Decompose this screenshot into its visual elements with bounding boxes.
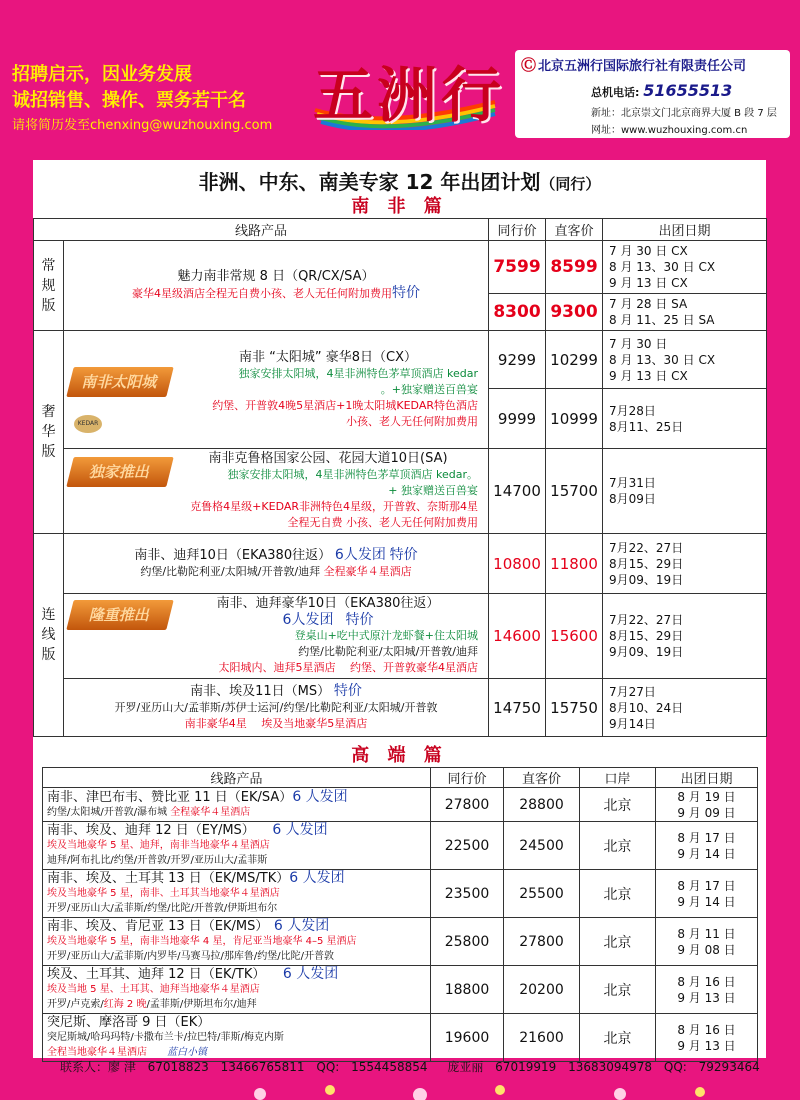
date-item: 8 月 17 日 [677, 830, 736, 845]
peer-price: 10800 [489, 534, 546, 594]
peer-price: 23500 [431, 870, 504, 918]
departure-dates [603, 594, 767, 679]
peer-price: 18800 [431, 966, 504, 1014]
product-name-line [47, 871, 426, 886]
qq-number: 79293464 [698, 1060, 760, 1074]
direct-price: 15600 [546, 594, 603, 679]
product-name: 南非、埃及、土耳其 13 日（EK/MS/TK） [47, 871, 290, 886]
promo-banner-art: 隆重推出 [66, 600, 173, 630]
south-africa-table [33, 218, 767, 737]
date-item: 8 月 11 日 [677, 926, 736, 941]
page-header [0, 0, 800, 150]
contact-phone: 67018823 [147, 1060, 209, 1074]
date-item: 8 月 16 日 [677, 1022, 736, 1037]
product-hotel: 埃及当地豪华 5 星，南非当地豪华 4 星，肯尼亚当地豪华 4–5 星酒店 [47, 936, 357, 947]
product-note: 约堡、开普敦4晚5星酒店+1晚太阳城KEDAR特色酒店 [212, 398, 479, 412]
high-end-section-title: 高 端 篇 [351, 745, 448, 766]
peer-price: 7599 [489, 241, 546, 294]
table-row [43, 822, 758, 870]
peer-price: 25800 [431, 918, 504, 966]
contact-bar [60, 1058, 790, 1078]
departure-port: 北京 [580, 918, 656, 966]
table-row [43, 966, 758, 1014]
date-item: 7 月 30 日 [609, 336, 668, 351]
departure-dates [603, 679, 767, 737]
company-website[interactable] [591, 121, 784, 136]
phone-number: 51655513 [643, 81, 733, 100]
peer-price: 8300 [489, 294, 546, 331]
departure-port: 北京 [580, 870, 656, 918]
recruitment-notice [12, 62, 312, 136]
group-size-tag: 6 人发团 [272, 822, 328, 838]
kedar-logo: KEDAR [74, 415, 102, 433]
group-size-tag: 6 人发团 [289, 870, 345, 886]
peer-price: 14750 [489, 679, 546, 737]
product-luxury-2 [64, 449, 489, 534]
high-end-table [42, 767, 758, 1062]
product-combo-1 [64, 534, 489, 594]
product-route: 开罗/卢克索/ [47, 999, 104, 1010]
departure-dates [656, 822, 758, 870]
date-item: 9 月 14 日 [677, 846, 736, 861]
date-item: 7月22、27日 [609, 540, 684, 555]
qq-label: QQ: [316, 1060, 340, 1074]
product-extra: 登桌山+吃中式原汁龙虾餐+住太阳城 [294, 629, 479, 642]
date-item: 7 月 28 日 SA [609, 297, 688, 311]
phone-label: 总机电话: [591, 86, 640, 99]
company-info [515, 50, 790, 138]
qq-label: QQ: [663, 1060, 687, 1074]
product-note: 克鲁格4星级+KEDAR非洲特色4星级，开普敦、奈斯那4星 [190, 500, 479, 513]
date-item: 9 月 13 日 [677, 1038, 736, 1053]
product-note: + 独家赠送百兽宴 [388, 484, 479, 497]
product-hotel: 全程豪华４星酒店 [323, 565, 412, 578]
special-price-tag: 特价 [389, 547, 418, 563]
peer-price: 14600 [489, 594, 546, 679]
product-route: 约堡/比勒陀利亚/太阳城/开普敦/迪拜 [298, 645, 479, 658]
direct-price: 10299 [546, 331, 603, 389]
date-item: 9月14日 [609, 716, 656, 731]
logo-text: 五洲行 [313, 61, 505, 131]
company-name-text: 北京五洲行国际旅行社有限责任公司 [538, 59, 747, 74]
peer-price: 19600 [431, 1014, 504, 1062]
product-name-line [47, 790, 426, 805]
south-africa-section-title: 南 非 篇 [351, 196, 448, 217]
company-mark-icon: Ⓒ [521, 56, 537, 74]
product-name: 南非、埃及、迪拜 12 日（EY/MS） [47, 823, 249, 838]
date-item: 9月09、19日 [609, 572, 684, 587]
product-detail-line [47, 805, 426, 820]
product-route: 约堡/比勒陀利亚/太阳城/开普敦/迪拜 [140, 565, 321, 578]
departure-dates [603, 331, 767, 389]
table-header-row [43, 768, 758, 788]
group-label-luxury: 奢华版 [34, 331, 64, 534]
qq-number: 1554458854 [351, 1060, 428, 1074]
col-header-dates: 出团日期 [603, 219, 767, 241]
table-row [34, 449, 767, 534]
company-phone [591, 81, 784, 100]
website-label: 网址： [591, 125, 621, 136]
peer-price: 27800 [431, 788, 504, 822]
product-note-text: 豪华4星级酒店全程无自费小孩、老人无任何附加费用 [132, 287, 392, 300]
product-route: /孟菲斯/伊斯坦布尔/迪拜 [146, 999, 257, 1010]
product-hotel: 埃及当地 5 星、土耳其、迪拜当地豪华４星酒店 [47, 984, 260, 995]
table-row [43, 1014, 758, 1062]
direct-price: 10999 [546, 389, 603, 449]
direct-price: 20200 [504, 966, 580, 1014]
col-header-peer-price: 同行价 [489, 219, 546, 241]
col-header-port: 口岸 [580, 768, 656, 788]
product-tags [178, 612, 478, 628]
website-url[interactable]: www.wuzhouxing.com.cn [621, 125, 748, 136]
departure-port: 北京 [580, 788, 656, 822]
direct-price: 11800 [546, 534, 603, 594]
table-row [43, 918, 758, 966]
group-size-tag: 6 人发团 [273, 918, 330, 934]
product-combo-2 [64, 594, 489, 679]
product-regular [64, 241, 489, 331]
departure-port: 北京 [580, 1014, 656, 1062]
page-title-text: 非洲、中东、南美专家 12 年出团计划 [198, 170, 541, 194]
date-item: 8 月 16 日 [677, 974, 736, 989]
group-size-tag: 6人发团 [334, 547, 386, 563]
date-item: 9月09、19日 [609, 645, 684, 659]
date-item: 7 月 30 日 CX [609, 244, 688, 258]
product-hotel: 南非豪华4星 埃及当地豪华5星酒店 [184, 717, 368, 730]
route-product [43, 966, 431, 1014]
route-product [43, 870, 431, 918]
date-item: 9 月 14 日 [677, 894, 736, 909]
date-item: 7月28日 [609, 403, 656, 418]
product-name: 魅力南非常规 8 日（QR/CX/SA） [177, 269, 375, 284]
product-name: 突尼斯、摩洛哥 9 日（EK） [47, 1015, 211, 1030]
contact-phone: 67019919 [495, 1060, 557, 1074]
product-route: 开罗/亚历山大/孟菲斯/苏伊士运河/约堡/比勒陀利亚/太阳城/开普敦 [114, 701, 438, 714]
direct-price: 25500 [504, 870, 580, 918]
recruit-line-2: 诚招销售、操作、票务若干名 [12, 90, 246, 111]
product-name: 南非、迪拜豪华10日（EKA380往返） [216, 596, 440, 611]
route-product [43, 822, 431, 870]
date-item: 9 月 13 日 CX [609, 368, 688, 383]
date-item: 8 月 19 日 [677, 789, 736, 804]
product-hotel: 埃及当地豪华 5 星，南非、土耳其当地豪华４星酒店 [47, 888, 280, 899]
table-row [34, 679, 767, 737]
peer-price: 22500 [431, 822, 504, 870]
contact-person-1: 联系人：廖 津 [60, 1060, 136, 1074]
direct-price: 27800 [504, 918, 580, 966]
date-item: 8 月 13、30 日 CX [609, 260, 716, 274]
product-route: 开罗/亚历山大/孟菲斯/内罗毕/马赛马拉/那库鲁/约堡/比陀/开普敦 [47, 951, 334, 962]
product-name: 南非、埃及、肯尼亚 13 日（EK/MS） [47, 919, 262, 934]
product-hotel: 太阳城内、迪拜5星酒店 约堡、开普敦豪华4星酒店 [218, 661, 479, 674]
group-size-tag: 6 人发团 [292, 788, 348, 805]
col-header-product: 线路产品 [34, 219, 489, 241]
company-name [521, 54, 784, 75]
route-product [43, 788, 431, 822]
table-row [34, 241, 767, 294]
date-item: 9 月 13 日 CX [609, 276, 688, 290]
direct-price: 21600 [504, 1014, 580, 1062]
col-header-dates: 出团日期 [656, 768, 758, 788]
footer-decoration [0, 1080, 800, 1100]
main-content [33, 160, 766, 1058]
contact-person-2: 庞亚丽 [447, 1060, 484, 1074]
peer-price: 9999 [489, 389, 546, 449]
date-item: 8月15、29日 [609, 629, 684, 643]
product-route-line [47, 997, 426, 1012]
promo-banner-art: 南非太阳城 [66, 367, 173, 397]
col-header-product: 线路产品 [43, 768, 431, 788]
product-name-line [68, 547, 484, 564]
product-name: 南非克鲁格国家公园、花园大道10日(SA) [208, 451, 448, 466]
contact-qq [664, 1060, 768, 1074]
departure-dates [656, 918, 758, 966]
special-price-tag: 特价 [345, 612, 374, 628]
company-address: 新址：北京崇文门北京商界大厦 B 段 7 层 [591, 108, 777, 119]
product-note [68, 285, 484, 302]
product-note: 独家安排太阳城，4星非洲特色茅草顶酒店 kedar。 [227, 468, 479, 481]
table-row [34, 331, 767, 389]
product-name-line [68, 683, 484, 700]
company-logo [295, 30, 505, 130]
date-item: 8 月 13、30 日 CX [609, 352, 716, 367]
date-item: 8 月 11、25 日 SA [609, 313, 715, 327]
resume-email: 请将简历发至chenxing@wuzhouxing.com [12, 118, 273, 133]
date-item: 9 月 09 日 [677, 805, 736, 820]
product-note: 小孩、老人无任何附加费用 [346, 414, 479, 428]
product-route: 开罗/亚历山大/孟菲斯/约堡/比陀/开普敦/伊斯坦布尔 [47, 903, 278, 914]
product-highlight: 蓝白小镇 [167, 1047, 207, 1058]
product-note: 。+独家赠送百兽宴 [380, 382, 479, 396]
departure-dates [656, 966, 758, 1014]
special-price-tag: 特价 [392, 285, 420, 301]
product-route: 突尼斯城/哈玛玛特/卡撒布兰卡/拉巴特/菲斯/梅克内斯 [47, 1032, 284, 1043]
product-note: 独家安排太阳城，4星非洲特色茅草顶酒店 kedar [238, 366, 479, 380]
direct-price: 28800 [504, 788, 580, 822]
date-item: 8 月 17 日 [677, 878, 736, 893]
date-item: 7月22、27日 [609, 613, 684, 627]
date-item: 8月10、24日 [609, 700, 684, 715]
product-name: 埃及、土耳其、迪拜 12 日（EK/TK） [47, 967, 259, 982]
direct-price: 9300 [546, 294, 603, 331]
table-row [34, 534, 767, 594]
product-name-line [47, 823, 426, 838]
direct-price: 15700 [546, 449, 603, 534]
special-price-tag: 特价 [333, 683, 362, 699]
departure-port: 北京 [580, 966, 656, 1014]
date-item: 8月15、29日 [609, 556, 684, 571]
departure-dates [603, 534, 767, 594]
departure-dates [656, 870, 758, 918]
peer-price: 9299 [489, 331, 546, 389]
product-combo-3 [64, 679, 489, 737]
page-title [33, 160, 766, 192]
page-title-suffix: （同行） [540, 175, 601, 193]
departure-dates [603, 389, 767, 449]
departure-dates [603, 241, 767, 294]
contact-phone: 13683094978 [568, 1060, 653, 1074]
product-name: 南非、埃及11日（MS） [190, 684, 331, 699]
date-item: 9 月 08 日 [677, 942, 736, 957]
product-name-line [47, 919, 426, 934]
product-luxury-1 [64, 331, 489, 449]
date-item: 9 月 13 日 [677, 990, 736, 1005]
col-header-direct-price: 直客价 [504, 768, 580, 788]
product-route: 约堡/太阳城/开普敦/瀑布城 [47, 806, 168, 818]
date-item: 7月27日 [609, 684, 656, 699]
group-label-regular: 常规版 [34, 241, 64, 331]
peer-price: 14700 [489, 449, 546, 534]
direct-price: 8599 [546, 241, 603, 294]
product-route: 迪拜/阿布扎比/约堡/开普敦/开罗/亚历山大/孟菲斯 [47, 855, 268, 866]
promo-banner-art: 独家推出 [66, 457, 173, 487]
product-name: 南非、津巴布韦、赞比亚 11 日（EK/SA） [47, 789, 293, 805]
route-product [43, 918, 431, 966]
direct-price: 24500 [504, 822, 580, 870]
product-name: 南非、迪拜10日（EKA380往返） [134, 548, 332, 563]
table-row [43, 788, 758, 822]
product-hotel: 全程当地豪华４星酒店 [47, 1047, 147, 1058]
table-row [43, 870, 758, 918]
date-item: 7月31日 [609, 476, 656, 490]
contact-qq [316, 1060, 435, 1074]
group-size-tag: 6 人发团 [282, 966, 339, 982]
date-item: 8月09日 [609, 492, 656, 506]
departure-dates [603, 294, 767, 331]
product-hotel: 全程豪华４星酒店 [170, 806, 251, 818]
table-row [34, 594, 767, 679]
product-route-line [68, 564, 484, 580]
contact-phone: 13466765811 [220, 1060, 305, 1074]
direct-price: 15750 [546, 679, 603, 737]
product-name-line [47, 967, 426, 982]
product-name: 南非 “太阳城” 豪华8日（CX） [239, 349, 417, 365]
departure-dates [656, 788, 758, 822]
departure-dates [656, 1014, 758, 1062]
departure-dates [603, 449, 767, 534]
route-product [43, 1014, 431, 1062]
recruit-line-1: 招聘启示，因业务发展 [12, 64, 192, 85]
group-size-tag: 6人发团 [282, 612, 334, 628]
group-label-combo: 连线版 [34, 534, 64, 737]
product-route-highlight: 红海 2 晚 [103, 999, 147, 1010]
col-header-peer-price: 同行价 [431, 768, 504, 788]
departure-port: 北京 [580, 822, 656, 870]
date-item: 8月11、25日 [609, 419, 684, 434]
product-hotel: 埃及当地豪华 5 星、迪拜，南非当地豪华４星酒店 [47, 840, 270, 851]
product-note: 全程无自费 小孩、老人无任何附加费用 [287, 516, 479, 529]
col-header-direct-price: 直客价 [546, 219, 603, 241]
table-header-row [34, 219, 767, 241]
